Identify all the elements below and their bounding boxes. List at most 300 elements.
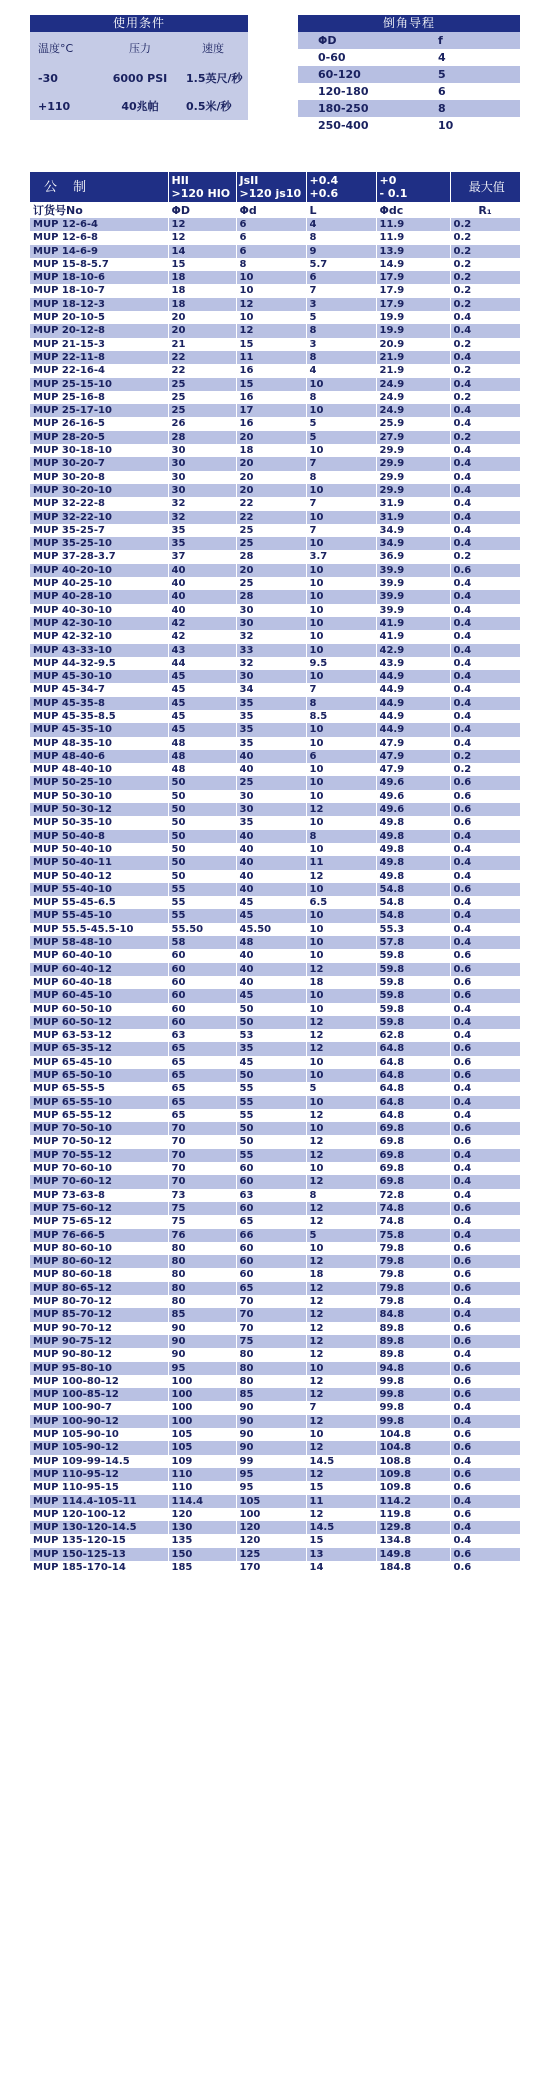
outer-diameter-cell: 65 — [168, 1042, 236, 1055]
d-range-cell: 0-60 — [298, 49, 438, 66]
radius-cell: 0.4 — [450, 497, 520, 510]
outer-diameter-cell: 100 — [168, 1375, 236, 1388]
outer-diameter-cell: 75 — [168, 1202, 236, 1215]
order-number-cell: MUP 45-35-8.5 — [30, 710, 168, 723]
chamfer-diameter-cell: 89.8 — [376, 1322, 450, 1335]
outer-diameter-cell: 44 — [168, 657, 236, 670]
inner-diameter-cell: 60 — [236, 1162, 306, 1175]
order-number-cell: MUP 65-35-12 — [30, 1042, 168, 1055]
outer-diameter-cell: 43 — [168, 644, 236, 657]
outer-diameter-cell: 25 — [168, 378, 236, 391]
chamfer-header-row — [298, 32, 520, 49]
order-number-cell: MUP 50-30-10 — [30, 790, 168, 803]
table-row — [30, 298, 520, 311]
radius-cell: 0.6 — [450, 1042, 520, 1055]
f-value-cell: 5 — [438, 66, 520, 83]
chamfer-diameter-cell: 59.8 — [376, 976, 450, 989]
inner-diameter-cell: 16 — [236, 364, 306, 377]
length-cell: 10 — [306, 1096, 376, 1109]
length-cell: 10 — [306, 670, 376, 683]
order-number-cell: MUP 58-48-10 — [30, 936, 168, 949]
table-header-row — [30, 172, 520, 202]
chamfer-diameter-cell: 31.9 — [376, 497, 450, 510]
table-row — [30, 457, 520, 470]
outer-diameter-cell: 76 — [168, 1229, 236, 1242]
order-number-cell: MUP 80-65-12 — [30, 1282, 168, 1295]
inner-diameter-cell: 53 — [236, 1029, 306, 1042]
length-cell: 10 — [306, 1162, 376, 1175]
inner-diameter-cell: 35 — [236, 697, 306, 710]
table-row — [30, 484, 520, 497]
inner-diameter-cell: 55 — [236, 1149, 306, 1162]
outer-diameter-cell: 65 — [168, 1069, 236, 1082]
order-number-cell: MUP 55.5-45.5-10 — [30, 923, 168, 936]
inner-diameter-cell: 10 — [236, 311, 306, 324]
outer-diameter-label: ΦD — [168, 202, 236, 218]
outer-diameter-cell: 42 — [168, 617, 236, 630]
outer-diameter-cell: 20 — [168, 311, 236, 324]
length-cell: 10 — [306, 989, 376, 1002]
outer-diameter-cell: 45 — [168, 670, 236, 683]
radius-cell: 0.4 — [450, 1455, 520, 1468]
outer-diameter-cell: 28 — [168, 431, 236, 444]
radius-cell: 0.6 — [450, 883, 520, 896]
chamfer-diameter-cell: 14.9 — [376, 258, 450, 271]
inner-diameter-cell: 48 — [236, 936, 306, 949]
table-row — [30, 604, 520, 617]
inner-diameter-cell: 25 — [236, 537, 306, 550]
radius-cell: 0.6 — [450, 1441, 520, 1454]
table-row — [30, 1495, 520, 1508]
radius-label: R₁ — [450, 202, 520, 218]
radius-cell: 0.4 — [450, 311, 520, 324]
length-cell: 12 — [306, 1109, 376, 1122]
inner-diameter-cell: 40 — [236, 870, 306, 883]
d-range-header: ΦD — [298, 32, 438, 49]
order-number-cell: MUP 40-25-10 — [30, 577, 168, 590]
inner-diameter-cell: 12 — [236, 324, 306, 337]
f-value-cell: 8 — [438, 100, 520, 117]
table-row — [30, 1415, 520, 1428]
table-row — [30, 351, 520, 364]
inner-diameter-cell: 6 — [236, 231, 306, 244]
order-number-cell: MUP 30-18-10 — [30, 444, 168, 457]
radius-cell: 0.4 — [450, 1348, 520, 1361]
outer-diameter-cell: 40 — [168, 590, 236, 603]
order-number-cell: MUP 12-6-4 — [30, 218, 168, 231]
outer-diameter-cell: 50 — [168, 803, 236, 816]
table-row — [30, 590, 520, 603]
temperature-min: -30 — [38, 71, 58, 85]
chamfer-diameter-cell: 64.8 — [376, 1056, 450, 1069]
outer-diameter-cell: 70 — [168, 1162, 236, 1175]
chamfer-diameter-cell: 89.8 — [376, 1348, 450, 1361]
radius-cell: 0.4 — [450, 404, 520, 417]
chamfer-diameter-cell: 44.9 — [376, 683, 450, 696]
chamfer-diameter-cell: 104.8 — [376, 1428, 450, 1441]
outer-diameter-cell: 90 — [168, 1335, 236, 1348]
radius-cell: 0.6 — [450, 1335, 520, 1348]
chamfer-diameter-cell: 24.9 — [376, 404, 450, 417]
inner-diameter-cell: 22 — [236, 511, 306, 524]
order-number-cell: MUP 32-22-10 — [30, 511, 168, 524]
table-row — [30, 963, 520, 976]
outer-diameter-cell: 65 — [168, 1096, 236, 1109]
radius-cell: 0.4 — [450, 630, 520, 643]
tolerance-d-header — [168, 172, 236, 202]
order-number-cell: MUP 48-35-10 — [30, 737, 168, 750]
radius-cell: 0.2 — [450, 231, 520, 244]
d-range-cell: 250-400 — [298, 117, 438, 134]
table-row — [30, 617, 520, 630]
chamfer-diameter-cell: 11.9 — [376, 231, 450, 244]
table-row — [30, 630, 520, 643]
chamfer-diameter-cell: 27.9 — [376, 431, 450, 444]
outer-diameter-cell: 109 — [168, 1455, 236, 1468]
outer-diameter-cell: 60 — [168, 976, 236, 989]
outer-diameter-cell: 21 — [168, 338, 236, 351]
inner-diameter-cell: 40 — [236, 750, 306, 763]
tol-sd-line1: JsII — [239, 174, 259, 187]
inner-diameter-cell: 10 — [236, 284, 306, 297]
order-number-cell: MUP 42-30-10 — [30, 617, 168, 630]
chamfer-diameter-cell: 69.8 — [376, 1149, 450, 1162]
chamfer-title: 倒角导程 — [298, 15, 520, 32]
inner-diameter-cell: 99 — [236, 1455, 306, 1468]
d-range-cell: 120-180 — [298, 83, 438, 100]
outer-diameter-cell: 25 — [168, 391, 236, 404]
inner-diameter-cell: 66 — [236, 1229, 306, 1242]
radius-cell: 0.4 — [450, 830, 520, 843]
chamfer-diameter-cell: 13.9 — [376, 245, 450, 258]
table-row — [30, 644, 520, 657]
table-row — [30, 1242, 520, 1255]
radius-cell: 0.6 — [450, 1282, 520, 1295]
table-row — [30, 803, 520, 816]
table-row — [30, 683, 520, 696]
length-cell: 8 — [306, 471, 376, 484]
order-number-cell: MUP 37-28-3.7 — [30, 550, 168, 563]
order-number-cell: MUP 50-25-10 — [30, 776, 168, 789]
table-row — [30, 1215, 520, 1228]
outer-diameter-cell: 80 — [168, 1255, 236, 1268]
inner-diameter-cell: 22 — [236, 497, 306, 510]
column-label-row — [30, 202, 520, 218]
order-number-cell: MUP 20-12-8 — [30, 324, 168, 337]
table-row — [30, 1109, 520, 1122]
table-row — [30, 1548, 520, 1561]
radius-cell: 0.4 — [450, 1308, 520, 1321]
chamfer-diameter-cell: 29.9 — [376, 471, 450, 484]
inner-diameter-cell: 20 — [236, 457, 306, 470]
order-number-cell: MUP 30-20-10 — [30, 484, 168, 497]
length-cell: 12 — [306, 1375, 376, 1388]
inner-diameter-cell: 60 — [236, 1268, 306, 1281]
length-cell: 11 — [306, 1495, 376, 1508]
inner-diameter-cell: 35 — [236, 737, 306, 750]
order-number-cell: MUP 42-32-10 — [30, 630, 168, 643]
f-value-cell: 10 — [438, 117, 520, 134]
outer-diameter-cell: 60 — [168, 1003, 236, 1016]
chamfer-diameter-cell: 69.8 — [376, 1122, 450, 1135]
table-row — [30, 750, 520, 763]
length-cell: 7 — [306, 284, 376, 297]
inner-diameter-cell: 15 — [236, 338, 306, 351]
radius-cell: 0.2 — [450, 763, 520, 776]
chamfer-diameter-cell: 79.8 — [376, 1295, 450, 1308]
chamfer-diameter-cell: 108.8 — [376, 1455, 450, 1468]
order-number-cell: MUP 15-8-5.7 — [30, 258, 168, 271]
radius-cell: 0.2 — [450, 258, 520, 271]
outer-diameter-cell: 100 — [168, 1388, 236, 1401]
chamfer-diameter-cell: 41.9 — [376, 617, 450, 630]
inner-diameter-cell: 34 — [236, 683, 306, 696]
table-row — [30, 1468, 520, 1481]
outer-diameter-cell: 50 — [168, 790, 236, 803]
outer-diameter-cell: 12 — [168, 231, 236, 244]
table-row — [30, 1029, 520, 1042]
table-row — [30, 1175, 520, 1188]
inner-diameter-cell: 90 — [236, 1428, 306, 1441]
outer-diameter-cell: 55.50 — [168, 923, 236, 936]
order-number-cell: MUP 80-60-18 — [30, 1268, 168, 1281]
inner-diameter-cell: 20 — [236, 431, 306, 444]
chamfer-diameter-cell: 19.9 — [376, 324, 450, 337]
length-cell: 7 — [306, 1401, 376, 1414]
chamfer-diameter-cell: 69.8 — [376, 1135, 450, 1148]
inner-diameter-cell: 50 — [236, 1069, 306, 1082]
order-number-cell: MUP 63-53-12 — [30, 1029, 168, 1042]
inner-diameter-cell: 55 — [236, 1082, 306, 1095]
chamfer-diameter-cell: 59.8 — [376, 1016, 450, 1029]
table-row — [30, 258, 520, 271]
tol-l-line2: +0.6 — [309, 187, 339, 200]
table-row — [30, 511, 520, 524]
chamfer-diameter-cell: 69.8 — [376, 1162, 450, 1175]
order-number-cell: MUP 25-16-8 — [30, 391, 168, 404]
length-cell: 18 — [306, 1268, 376, 1281]
inner-diameter-cell: 25 — [236, 776, 306, 789]
radius-cell: 0.6 — [450, 1056, 520, 1069]
order-number-cell: MUP 32-22-8 — [30, 497, 168, 510]
chamfer-diameter-cell: 69.8 — [376, 1175, 450, 1188]
radius-cell: 0.2 — [450, 245, 520, 258]
chamfer-diameter-cell: 64.8 — [376, 1096, 450, 1109]
outer-diameter-cell: 40 — [168, 604, 236, 617]
length-cell: 10 — [306, 484, 376, 497]
chamfer-row — [298, 66, 520, 83]
f-value-cell: 6 — [438, 83, 520, 100]
length-cell: 10 — [306, 444, 376, 457]
length-cell: 12 — [306, 1308, 376, 1321]
order-number-cell: MUP 70-60-10 — [30, 1162, 168, 1175]
radius-cell: 0.4 — [450, 1229, 520, 1242]
chamfer-diameter-cell: 84.8 — [376, 1308, 450, 1321]
radius-cell: 0.6 — [450, 776, 520, 789]
table-row — [30, 378, 520, 391]
order-number-cell: MUP 21-15-3 — [30, 338, 168, 351]
length-cell: 12 — [306, 803, 376, 816]
length-cell: 8 — [306, 830, 376, 843]
radius-cell: 0.2 — [450, 391, 520, 404]
length-cell: 7 — [306, 497, 376, 510]
inner-diameter-cell: 50 — [236, 1003, 306, 1016]
outer-diameter-cell: 45 — [168, 723, 236, 736]
radius-cell: 0.4 — [450, 657, 520, 670]
table-row — [30, 1441, 520, 1454]
table-row — [30, 1189, 520, 1202]
chamfer-diameter-cell: 59.8 — [376, 963, 450, 976]
outer-diameter-cell: 90 — [168, 1348, 236, 1361]
length-cell: 12 — [306, 1348, 376, 1361]
chamfer-diameter-cell: 49.8 — [376, 830, 450, 843]
radius-cell: 0.6 — [450, 1122, 520, 1135]
outer-diameter-cell: 18 — [168, 284, 236, 297]
outer-diameter-cell: 20 — [168, 324, 236, 337]
conditions-table — [30, 32, 248, 120]
inner-diameter-cell: 70 — [236, 1295, 306, 1308]
pressure-mpa: 40兆帕 — [121, 100, 159, 113]
length-cell: 12 — [306, 1508, 376, 1521]
radius-cell: 0.4 — [450, 710, 520, 723]
length-cell: 12 — [306, 1441, 376, 1454]
length-cell: 13 — [306, 1548, 376, 1561]
radius-cell: 0.6 — [450, 1375, 520, 1388]
table-row — [30, 883, 520, 896]
inner-diameter-cell: 30 — [236, 617, 306, 630]
length-cell: 12 — [306, 1468, 376, 1481]
length-cell: 10 — [306, 564, 376, 577]
length-cell: 10 — [306, 883, 376, 896]
chamfer-diameter-cell: 44.9 — [376, 670, 450, 683]
chamfer-diameter-cell: 49.8 — [376, 843, 450, 856]
chamfer-diameter-cell: 55.3 — [376, 923, 450, 936]
outer-diameter-cell: 130 — [168, 1521, 236, 1534]
inner-diameter-cell: 90 — [236, 1415, 306, 1428]
radius-cell: 0.4 — [450, 1189, 520, 1202]
outer-diameter-cell: 37 — [168, 550, 236, 563]
chamfer-diameter-cell: 34.9 — [376, 537, 450, 550]
chamfer-diameter-cell: 109.8 — [376, 1481, 450, 1494]
length-cell: 5 — [306, 1229, 376, 1242]
radius-cell: 0.4 — [450, 697, 520, 710]
table-row — [30, 1335, 520, 1348]
table-row — [30, 444, 520, 457]
operating-conditions-panel — [30, 15, 248, 120]
outer-diameter-cell: 48 — [168, 737, 236, 750]
length-cell: 10 — [306, 644, 376, 657]
length-cell: 8.5 — [306, 710, 376, 723]
length-cell: 10 — [306, 590, 376, 603]
radius-cell: 0.6 — [450, 949, 520, 962]
chamfer-diameter-cell: 149.8 — [376, 1548, 450, 1561]
length-cell: 10 — [306, 1069, 376, 1082]
inner-diameter-label: Φd — [236, 202, 306, 218]
chamfer-panel — [298, 15, 520, 134]
length-cell: 6.5 — [306, 896, 376, 909]
order-number-cell: MUP 40-30-10 — [30, 604, 168, 617]
outer-diameter-cell: 58 — [168, 936, 236, 949]
radius-cell: 0.4 — [450, 870, 520, 883]
outer-diameter-cell: 30 — [168, 444, 236, 457]
inner-diameter-cell: 11 — [236, 351, 306, 364]
outer-diameter-cell: 50 — [168, 776, 236, 789]
chamfer-diameter-cell: 79.8 — [376, 1255, 450, 1268]
radius-cell: 0.4 — [450, 417, 520, 430]
length-cell: 5 — [306, 417, 376, 430]
inner-diameter-cell: 120 — [236, 1521, 306, 1534]
tol-d-line2: >120 HIO — [171, 187, 231, 200]
length-cell: 8 — [306, 351, 376, 364]
chamfer-diameter-cell: 79.8 — [376, 1282, 450, 1295]
table-row — [30, 1308, 520, 1321]
outer-diameter-cell: 135 — [168, 1534, 236, 1547]
speed-mps: 0.5米/秒 — [186, 100, 232, 113]
length-cell: 10 — [306, 1428, 376, 1441]
outer-diameter-cell: 110 — [168, 1468, 236, 1481]
table-row — [30, 856, 520, 869]
chamfer-diameter-cell: 21.9 — [376, 351, 450, 364]
table-row — [30, 324, 520, 337]
outer-diameter-cell: 45 — [168, 710, 236, 723]
inner-diameter-cell: 50 — [236, 1016, 306, 1029]
length-cell: 12 — [306, 1255, 376, 1268]
inner-diameter-cell: 90 — [236, 1441, 306, 1454]
tol-sd-line2: >120 js10 — [239, 187, 302, 200]
order-number-cell: MUP 100-90-7 — [30, 1401, 168, 1414]
order-number-label: 订货号No — [30, 202, 168, 218]
table-row — [30, 1162, 520, 1175]
order-number-cell: MUP 65-55-12 — [30, 1109, 168, 1122]
outer-diameter-cell: 40 — [168, 564, 236, 577]
order-number-cell: MUP 60-45-10 — [30, 989, 168, 1002]
order-number-cell: MUP 60-50-10 — [30, 1003, 168, 1016]
inner-diameter-cell: 65 — [236, 1282, 306, 1295]
inner-diameter-cell: 63 — [236, 1189, 306, 1202]
inner-diameter-cell: 18 — [236, 444, 306, 457]
outer-diameter-cell: 50 — [168, 816, 236, 829]
inner-diameter-cell: 60 — [236, 1202, 306, 1215]
outer-diameter-cell: 50 — [168, 830, 236, 843]
order-number-cell: MUP 26-16-5 — [30, 417, 168, 430]
outer-diameter-cell: 18 — [168, 298, 236, 311]
length-cell: 12 — [306, 1282, 376, 1295]
radius-cell: 0.4 — [450, 856, 520, 869]
length-cell: 12 — [306, 963, 376, 976]
chamfer-diameter-cell: 19.9 — [376, 311, 450, 324]
outer-diameter-cell: 70 — [168, 1175, 236, 1188]
table-row — [30, 1375, 520, 1388]
chamfer-diameter-cell: 39.9 — [376, 604, 450, 617]
length-cell: 9.5 — [306, 657, 376, 670]
outer-diameter-cell: 30 — [168, 471, 236, 484]
chamfer-diameter-cell: 99.8 — [376, 1401, 450, 1414]
order-number-cell: MUP 50-40-8 — [30, 830, 168, 843]
chamfer-diameter-cell: 74.8 — [376, 1202, 450, 1215]
table-row — [30, 790, 520, 803]
outer-diameter-cell: 65 — [168, 1056, 236, 1069]
length-cell: 10 — [306, 1362, 376, 1375]
outer-diameter-cell: 15 — [168, 258, 236, 271]
chamfer-diameter-cell: 49.8 — [376, 856, 450, 869]
chamfer-row — [298, 100, 520, 117]
length-cell: 10 — [306, 776, 376, 789]
radius-cell: 0.6 — [450, 790, 520, 803]
table-row — [30, 1135, 520, 1148]
inner-diameter-cell: 30 — [236, 604, 306, 617]
chamfer-diameter-cell: 99.8 — [376, 1388, 450, 1401]
outer-diameter-cell: 80 — [168, 1268, 236, 1281]
